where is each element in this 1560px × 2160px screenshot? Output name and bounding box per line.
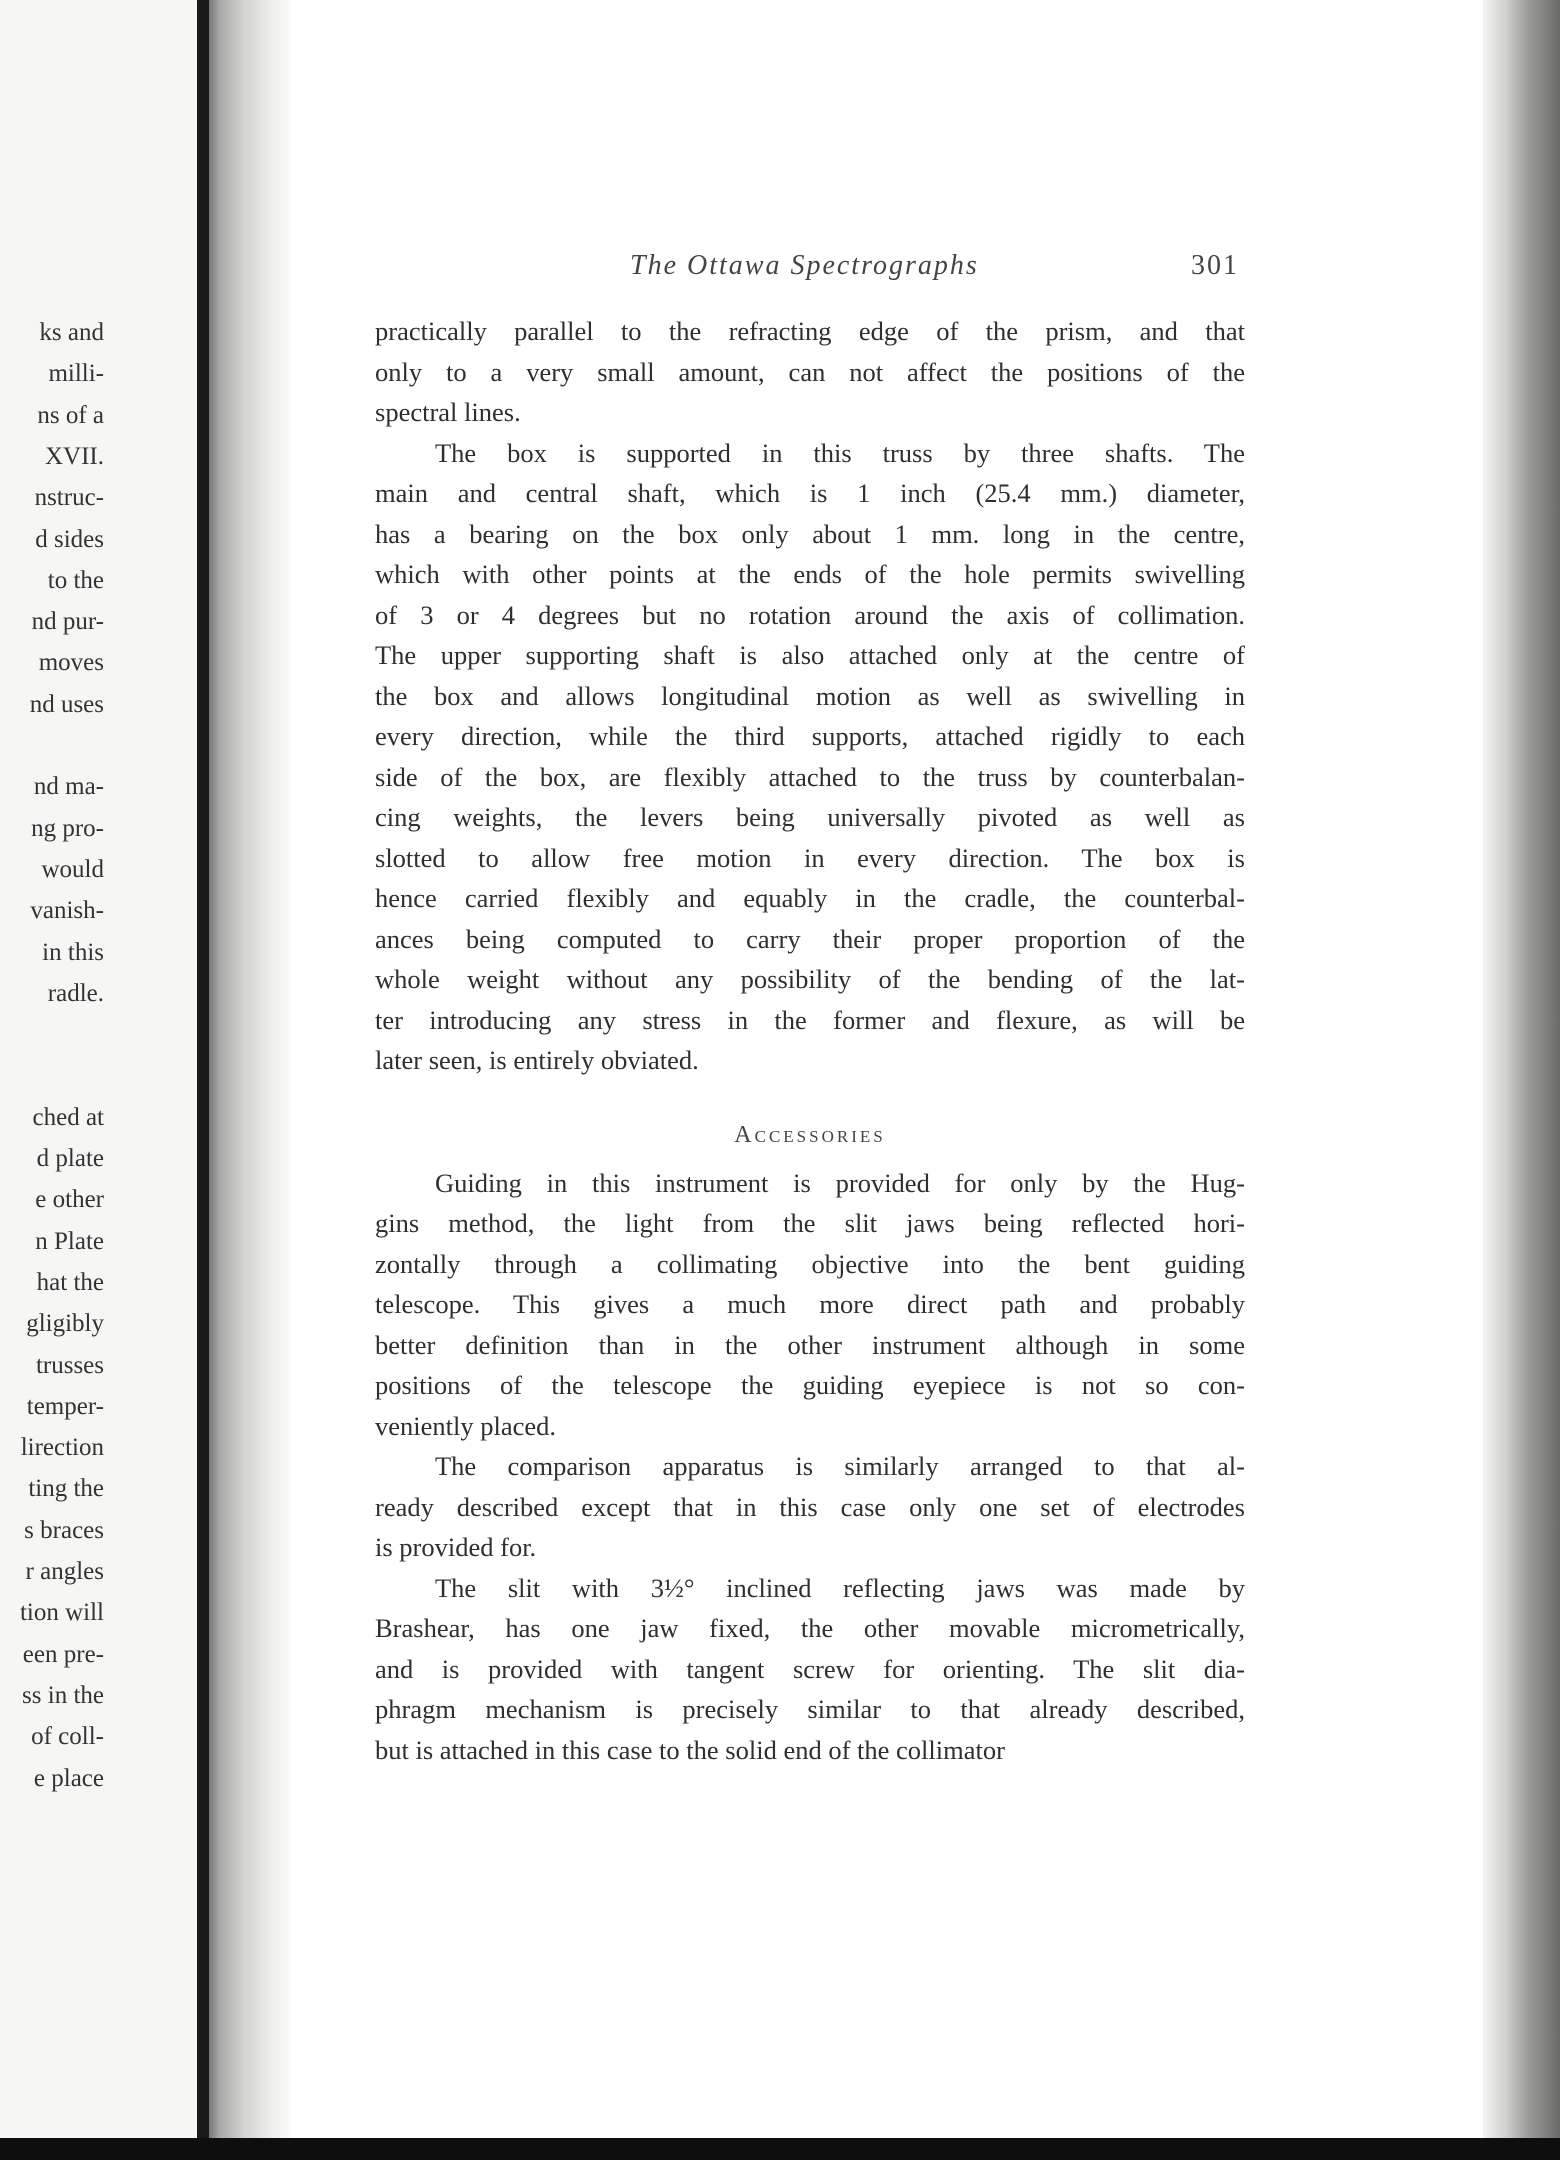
spine-shadow: [197, 0, 209, 2160]
left-page-line: ks and: [39, 319, 104, 346]
text-line: which with other points at the ends of the hole permits swivelling: [375, 559, 1245, 589]
left-page-line: XVII.: [44, 442, 104, 470]
left-page-line: in this: [42, 938, 104, 966]
text-line: Brashear, has one jaw fixed, the other movable micrometrically,: [375, 1613, 1245, 1643]
left-page-line: een pre-: [22, 1640, 104, 1668]
left-page-line: ss in the: [22, 1681, 104, 1709]
text-line: side of the box, are flexibly attached to the truss by counterbalan-: [375, 761, 1245, 792]
text-line: better definition than in the other instrument although in some: [375, 1329, 1245, 1360]
text-line: practically parallel to the refracting edge of the prism, and that: [375, 316, 1245, 346]
paragraph: [375, 1568, 1245, 1771]
text-line: and is provided with tangent screw for orienting. The slit dia-: [375, 1653, 1245, 1684]
text-line: The comparison apparatus is similarly arranged to that al-: [435, 1451, 1245, 1481]
left-page-line: vanish-: [30, 897, 104, 925]
left-page-line: nd uses: [29, 690, 104, 718]
left-page-line: moves: [38, 649, 104, 677]
text-line: spectral lines.: [375, 397, 521, 427]
left-page-line: nd ma-: [33, 773, 104, 801]
left-page-line: d plate: [36, 1145, 104, 1172]
text-line: but is attached in this case to the solid end of the collimator: [375, 1734, 1005, 1765]
text-line: veniently placed.: [375, 1410, 557, 1441]
left-page-line: ns of a: [37, 401, 104, 429]
left-page-line: n Plate: [35, 1227, 104, 1255]
text-line: the box and allows longitudinal motion as well as swivelling in: [375, 680, 1245, 711]
text-line: main and central shaft, which is 1 inch (25.4 mm.) diameter,: [375, 478, 1245, 508]
left-page-line: ched at: [32, 1103, 104, 1131]
page-header: [375, 250, 1245, 290]
text-line: ter introducing any stress in the former and flexure, as will be: [375, 1004, 1245, 1035]
left-page-line: nd pur-: [31, 608, 104, 636]
left-page-line: would: [41, 855, 104, 883]
left-page-line: trusses: [35, 1351, 104, 1379]
left-page-line: ng pro-: [31, 814, 104, 842]
left-page-line: tion will: [19, 1599, 104, 1627]
text-line: positions of the telescope the guiding eyepiece is not so con-: [375, 1370, 1245, 1400]
left-page-line: nstruc-: [34, 484, 104, 512]
page-number: 301: [1191, 250, 1239, 281]
text-line: hence carried flexibly and equably in the cradle, the counterbal-: [375, 883, 1245, 913]
page-edge: [1483, 0, 1560, 2160]
text-line: slotted to allow free motion in every direction. The box is: [375, 842, 1245, 873]
text-line: has a bearing on the box only about 1 mm. long in the centre,: [375, 518, 1245, 549]
text-line: ready described except that in this case only one set of electrodes: [375, 1491, 1245, 1522]
left-facing-page: [0, 0, 200, 2160]
text-line: of 3 or 4 degrees but no rotation around the axis of collimation.: [375, 599, 1245, 630]
text-line: cing weights, the levers being universally pivoted as well as: [375, 802, 1245, 832]
text-line: is provided for.: [375, 1532, 537, 1562]
paragraph: [375, 1446, 1245, 1568]
left-page-line: lirection: [20, 1434, 104, 1462]
book-spine-gutter: [200, 0, 290, 2160]
text-line: only to a very small amount, can not affect the positions of the: [375, 356, 1245, 387]
text-line: phragm mechanism is precisely similar to that already described,: [375, 1694, 1245, 1724]
text-line: whole weight without any possibility of the bending of the lat-: [375, 964, 1245, 994]
left-page-line: of coll-: [31, 1723, 104, 1751]
section-heading: Accessories: [734, 1121, 886, 1148]
text-line: gins method, the light from the slit jaws being reflected hori-: [375, 1208, 1245, 1238]
left-page-line: ting the: [28, 1475, 104, 1503]
paragraph: [375, 433, 1245, 1081]
text-line: The slit with 3½° inclined reflecting jaws was made by: [435, 1572, 1245, 1603]
bottom-shadow: [0, 2138, 1560, 2160]
text-line: every direction, while the third supports, attached rigidly to each: [375, 721, 1245, 751]
paragraph: [375, 311, 1245, 433]
text-line: The upper supporting shaft is also attached only at the centre of: [375, 640, 1245, 670]
running-title: The Ottawa Spectrographs: [630, 250, 979, 281]
paragraph: [375, 1163, 1245, 1447]
left-page-line: e other: [35, 1186, 104, 1214]
left-page-line: s braces: [24, 1516, 104, 1544]
left-page-line: to the: [47, 566, 104, 594]
text-line: zontally through a collimating objective into the bent guiding: [375, 1248, 1245, 1279]
text-line: telescope. This gives a much more direct path and probably: [375, 1289, 1245, 1319]
text-line: ances being computed to carry their proper proportion of the: [375, 923, 1245, 954]
text-line: The box is supported in this truss by three shafts. The: [435, 437, 1245, 468]
left-page-line: milli-: [48, 360, 104, 388]
text-line: later seen, is entirely obviated.: [375, 1045, 699, 1075]
left-page-line: hat the: [36, 1268, 104, 1296]
left-page-line: e place: [33, 1764, 104, 1792]
left-page-line: r angles: [25, 1558, 104, 1585]
left-page-line: gligibly: [26, 1310, 104, 1338]
left-page-line: temper-: [26, 1392, 104, 1420]
text-line: Guiding in this instrument is provided for only by the Hug-: [435, 1167, 1245, 1198]
left-page-line: radle.: [47, 979, 104, 1007]
left-page-line: d sides: [35, 525, 104, 553]
page-body: [375, 311, 1245, 1770]
